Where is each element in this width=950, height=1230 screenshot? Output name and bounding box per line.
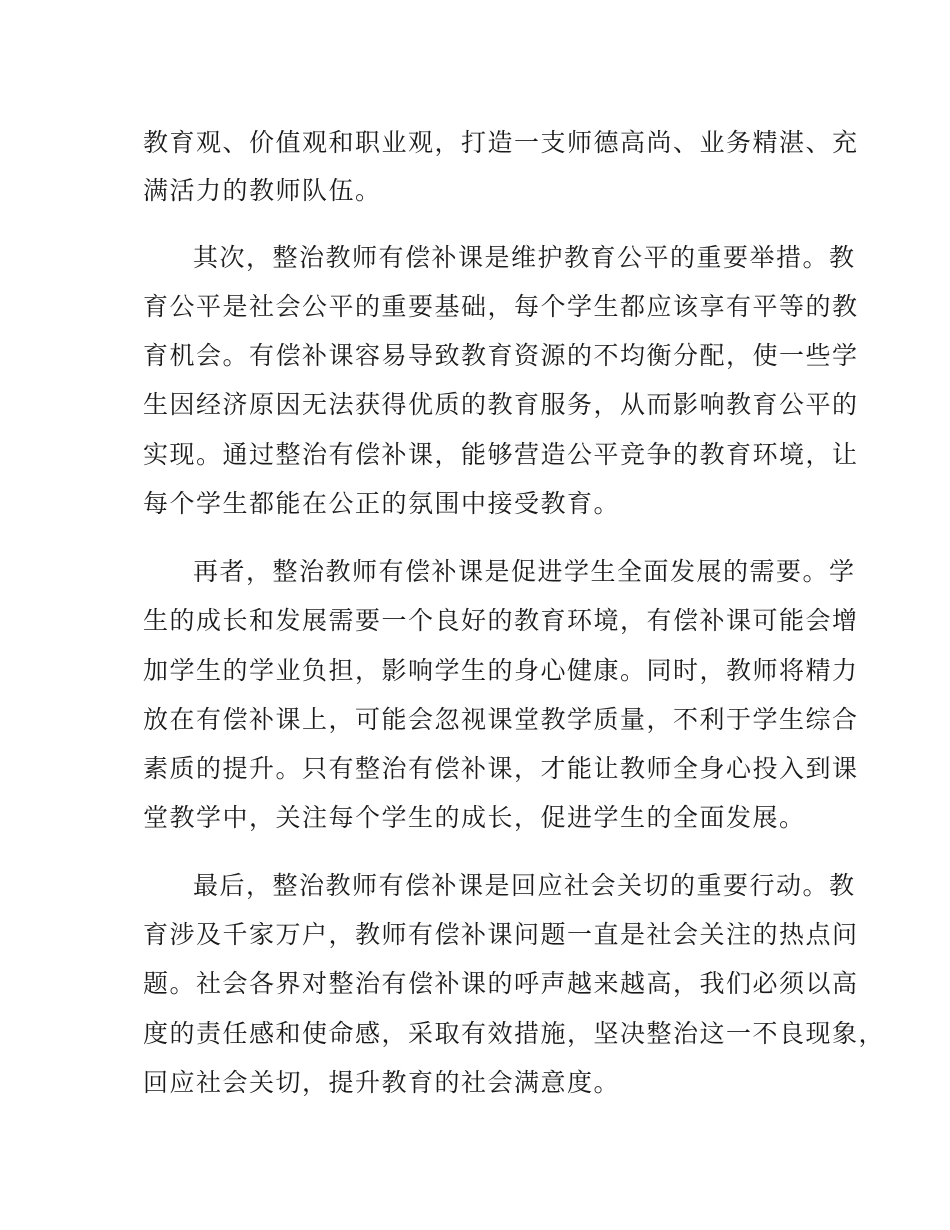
text-line: 加学生的学业负担，影响学生的身心健康。同时，教师将精力 <box>143 656 859 685</box>
text-line: 育涉及千家万户，教师有偿补课问题一直是社会关注的热点问 <box>143 920 859 949</box>
text-line: 育机会。有偿补课容易导致教育资源的不均衡分配，使一些学 <box>143 341 859 370</box>
text-line: 生因经济原因无法获得优质的教育服务，从而影响教育公平的 <box>143 390 859 419</box>
text-line: 实现。通过整治有偿补课，能够营造公平竞争的教育环境，让 <box>143 440 859 469</box>
text-line: 度的责任感和使命感，采取有效措施，坚决整治这一不良现象， <box>143 1019 886 1048</box>
text-line: 生的成长和发展需要一个良好的教育环境，有偿补课可能会增 <box>143 606 859 635</box>
paragraph-start-line: 最后，整治教师有偿补课是回应社会关切的重要行动。教 <box>193 871 856 900</box>
text-line: 素质的提升。只有整治有偿补课，才能让教师全身心投入到课 <box>143 754 859 783</box>
text-line: 回应社会关切，提升教育的社会满意度。 <box>143 1068 621 1097</box>
text-line: 放在有偿补课上，可能会忽视课堂教学质量，不利于学生综合 <box>143 705 859 734</box>
text-line: 堂教学中，关注每个学生的成长，促进学生的全面发展。 <box>143 803 806 832</box>
text-line: 教育观、价值观和职业观，打造一支师德高尚、业务精湛、充 <box>143 128 859 157</box>
text-line: 每个学生都能在公正的氛围中接受教育。 <box>143 489 621 518</box>
text-line: 题。社会各界对整治有偿补课的呼声越来越高，我们必须以高 <box>143 969 859 998</box>
paragraph-start-line: 再者，整治教师有偿补课是促进学生全面发展的需要。学 <box>193 557 856 586</box>
text-line: 育公平是社会公平的重要基础，每个学生都应该享有平等的教 <box>143 292 859 321</box>
paragraph-start-line: 其次，整治教师有偿补课是维护教育公平的重要举措。教 <box>193 243 856 272</box>
text-line: 满活力的教师队伍。 <box>143 176 382 205</box>
